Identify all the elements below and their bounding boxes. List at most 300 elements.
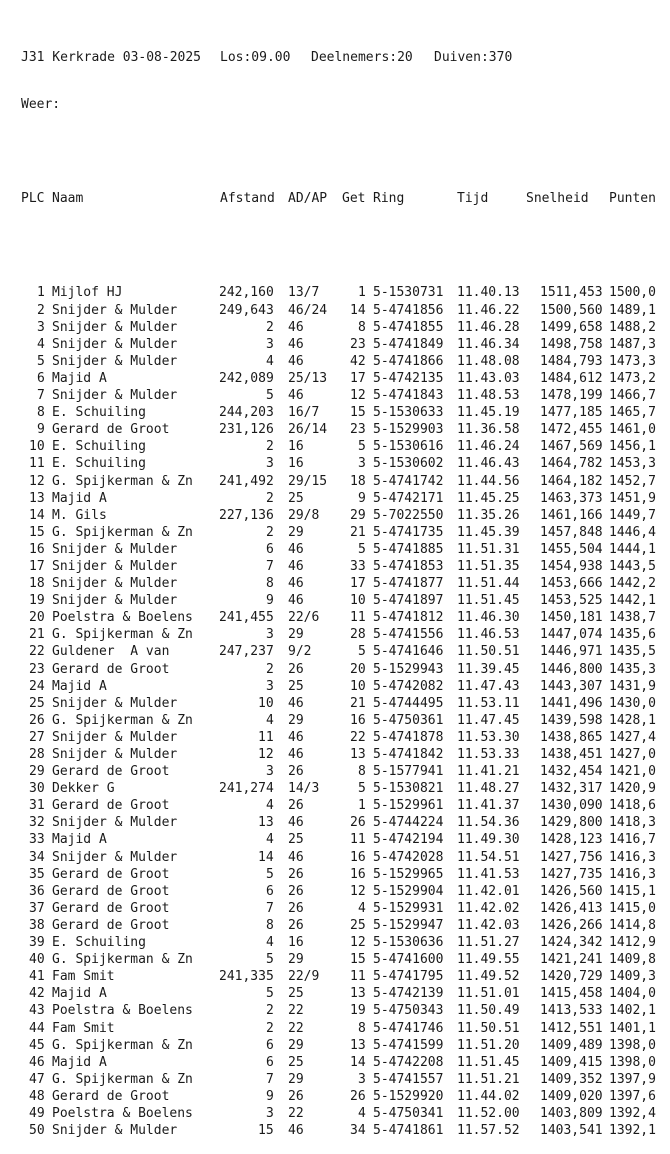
cell-adap: 26 — [288, 661, 304, 677]
cell-afstand: 4 — [266, 353, 274, 369]
cell-get: 10 — [350, 593, 366, 609]
cell-afstand: 14 — [258, 849, 274, 865]
cell-adap: 46 — [288, 729, 304, 745]
cell-naam: Gerard de Groot — [52, 422, 170, 438]
cell-adap: 26 — [288, 900, 304, 916]
cell-afstand: 7 — [266, 558, 274, 574]
cell-get: 23 — [350, 336, 366, 352]
cell-adap: 46 — [288, 815, 304, 831]
release-time: Los:09.00 — [220, 50, 291, 65]
cell-ring: 5-4750361 — [373, 712, 444, 728]
cell-snelheid: 1464,782 — [540, 456, 603, 472]
cell-afstand: 2 — [266, 439, 274, 455]
cell-naam: Snijder & Mulder — [52, 541, 178, 557]
cell-get: 16 — [350, 712, 366, 728]
cell-snelheid: 1413,533 — [540, 1003, 603, 1019]
table-row — [21, 900, 656, 917]
cell-naam: Majid A — [52, 986, 107, 1002]
cell-naam: Gerard de Groot — [52, 798, 170, 814]
cell-adap: 22 — [288, 1105, 304, 1121]
cell-plc: 43 — [29, 1003, 45, 1019]
cell-afstand: 227,136 — [219, 507, 274, 523]
cell-plc: 5 — [37, 353, 45, 369]
cell-ring: 5-1530602 — [373, 456, 444, 472]
cell-naam: Gerard de Groot — [52, 661, 170, 677]
cell-snelheid: 1457,848 — [540, 524, 603, 540]
cell-adap: 46 — [288, 319, 304, 335]
cell-snelheid: 1484,793 — [540, 353, 603, 369]
cell-tijd: 11.46.43 — [457, 456, 520, 472]
cell-tijd: 11.42.03 — [457, 917, 520, 933]
cell-naam: Gerard de Groot — [52, 866, 170, 882]
col-get: Get — [342, 191, 366, 207]
cell-snelheid: 1428,123 — [540, 832, 603, 848]
cell-tijd: 11.47.43 — [457, 678, 520, 694]
cell-adap: 46 — [288, 1123, 304, 1139]
cell-plc: 23 — [29, 661, 45, 677]
cell-snelheid: 1409,415 — [540, 1054, 603, 1070]
cell-afstand: 15 — [258, 1123, 274, 1139]
cell-get: 3 — [358, 1071, 366, 1087]
cell-afstand: 3 — [266, 678, 274, 694]
cell-afstand: 2 — [266, 319, 274, 335]
table-row — [21, 421, 656, 438]
cell-adap: 16 — [288, 935, 304, 951]
cell-naam: G. Spijkerman & Zn — [52, 473, 193, 489]
table-row — [21, 438, 656, 455]
col-snelheid: Snelheid — [526, 191, 589, 207]
cell-get: 5 — [358, 781, 366, 797]
cell-ring: 5-1577941 — [373, 764, 444, 780]
cell-tijd: 11.46.24 — [457, 439, 520, 455]
cell-snelheid: 1426,560 — [540, 883, 603, 899]
cell-afstand: 11 — [258, 729, 274, 745]
cell-ring: 5-4741600 — [373, 952, 444, 968]
cell-ring: 5-7022550 — [373, 507, 444, 523]
cell-get: 5 — [358, 439, 366, 455]
cell-adap: 29 — [288, 952, 304, 968]
cell-adap: 46 — [288, 558, 304, 574]
cell-tijd: 11.46.30 — [457, 610, 520, 626]
table-row — [21, 455, 656, 472]
cell-naam: Mijlof HJ — [52, 285, 123, 301]
cell-adap: 26 — [288, 883, 304, 899]
cell-naam: Majid A — [52, 832, 107, 848]
cell-ring: 5-1529943 — [373, 661, 444, 677]
cell-ring: 5-1529931 — [373, 900, 444, 916]
cell-ring: 5-4742139 — [373, 986, 444, 1002]
cell-afstand: 4 — [266, 712, 274, 728]
cell-get: 12 — [350, 883, 366, 899]
cell-snelheid: 1426,266 — [540, 917, 603, 933]
table-row — [21, 609, 656, 626]
cell-snelheid: 1432,317 — [540, 781, 603, 797]
table-row — [21, 985, 656, 1002]
cell-get: 23 — [350, 422, 366, 438]
cell-naam: Gerard de Groot — [52, 1088, 170, 1104]
cell-adap: 46 — [288, 541, 304, 557]
cell-punten: 1489,1 — [609, 302, 656, 318]
table-row — [21, 507, 656, 524]
cell-plc: 35 — [29, 866, 45, 882]
cell-naam: Poelstra & Boelens — [52, 1003, 193, 1019]
cell-get: 5 — [358, 541, 366, 557]
cell-tijd: 11.46.34 — [457, 336, 520, 352]
cell-tijd: 11.41.53 — [457, 866, 520, 882]
cell-afstand: 6 — [266, 1054, 274, 1070]
cell-snelheid: 1461,166 — [540, 507, 603, 523]
cell-ring: 5-4750343 — [373, 1003, 444, 1019]
cell-ring: 5-1530821 — [373, 781, 444, 797]
cell-get: 14 — [350, 1054, 366, 1070]
cell-naam: Fam Smit — [52, 969, 115, 985]
cell-punten: 1416,7 — [609, 832, 656, 848]
cell-plc: 36 — [29, 883, 45, 899]
cell-snelheid: 1477,185 — [540, 405, 603, 421]
cell-ring: 5-4742208 — [373, 1054, 444, 1070]
cell-afstand: 6 — [266, 1037, 274, 1053]
cell-ring: 5-4741849 — [373, 336, 444, 352]
table-row — [21, 866, 656, 883]
cell-snelheid: 1438,451 — [540, 747, 603, 762]
cell-afstand: 3 — [266, 456, 274, 472]
cell-tijd: 11.48.53 — [457, 388, 520, 404]
cell-adap: 46 — [288, 747, 304, 762]
cell-naam: G. Spijkerman & Zn — [52, 524, 193, 540]
cell-plc: 21 — [29, 627, 45, 643]
cell-punten: 1416,3 — [609, 866, 656, 882]
cell-punten: 1444,1 — [609, 541, 656, 557]
cell-adap: 16/7 — [288, 405, 320, 421]
cell-afstand: 241,455 — [219, 610, 274, 626]
cell-plc: 41 — [29, 969, 45, 985]
cell-afstand: 242,089 — [219, 370, 274, 386]
cell-adap: 26/14 — [288, 422, 328, 438]
cell-plc: 3 — [37, 319, 45, 335]
cell-tijd: 11.50.49 — [457, 1003, 520, 1019]
table-row — [21, 917, 656, 934]
cell-afstand: 241,335 — [219, 969, 274, 985]
cell-snelheid: 1447,074 — [540, 627, 603, 643]
cell-get: 18 — [350, 473, 366, 489]
cell-ring: 5-1529947 — [373, 917, 444, 933]
cell-get: 1 — [358, 798, 366, 814]
cell-ring: 5-4741746 — [373, 1020, 444, 1036]
cell-naam: Snijder & Mulder — [52, 815, 178, 831]
cell-adap: 46 — [288, 593, 304, 609]
cell-plc: 38 — [29, 917, 45, 933]
cell-get: 8 — [358, 764, 366, 780]
cell-get: 26 — [350, 1088, 366, 1104]
cell-ring: 5-4741842 — [373, 747, 444, 762]
cell-snelheid: 1429,800 — [540, 815, 603, 831]
table-row — [21, 643, 656, 660]
cell-ring: 5-4741742 — [373, 473, 444, 489]
cell-adap: 46 — [288, 336, 304, 352]
cell-punten: 1500,0 — [609, 285, 656, 301]
cell-ring: 5-4742135 — [373, 370, 444, 386]
cell-get: 16 — [350, 866, 366, 882]
cell-get: 9 — [358, 490, 366, 506]
cell-snelheid: 1484,612 — [540, 370, 603, 386]
cell-naam: Gerard de Groot — [52, 917, 170, 933]
cell-get: 17 — [350, 370, 366, 386]
cell-get: 13 — [350, 1037, 366, 1053]
cell-plc: 33 — [29, 832, 45, 848]
cell-ring: 5-4750341 — [373, 1105, 444, 1121]
results-table — [21, 284, 656, 1139]
cell-ring: 5-1529920 — [373, 1088, 444, 1104]
cell-ring: 5-4741885 — [373, 541, 444, 557]
cell-tijd: 11.42.02 — [457, 900, 520, 916]
table-row — [21, 626, 656, 643]
cell-snelheid: 1403,541 — [540, 1123, 603, 1139]
cell-snelheid: 1464,182 — [540, 473, 603, 489]
cell-afstand: 5 — [266, 388, 274, 404]
table-row — [21, 302, 656, 319]
cell-snelheid: 1498,758 — [540, 336, 603, 352]
table-row — [21, 1105, 656, 1122]
col-tijd: Tijd — [457, 191, 489, 207]
cell-punten: 1409,3 — [609, 969, 656, 985]
cell-punten: 1451,9 — [609, 490, 656, 506]
table-row — [21, 473, 656, 490]
table-row — [21, 934, 656, 951]
cell-afstand: 2 — [266, 1003, 274, 1019]
cell-afstand: 241,492 — [219, 473, 274, 489]
cell-punten: 1435,3 — [609, 661, 656, 677]
cell-get: 12 — [350, 388, 366, 404]
cell-ring: 5-4741856 — [373, 302, 444, 318]
cell-tijd: 11.46.22 — [457, 302, 520, 318]
table-row — [21, 814, 656, 831]
cell-tijd: 11.36.58 — [457, 422, 520, 438]
cell-ring: 5-1530616 — [373, 439, 444, 455]
cell-naam: Snijder & Mulder — [52, 747, 178, 762]
table-row — [21, 797, 656, 814]
cell-tijd: 11.42.01 — [457, 883, 520, 899]
cell-tijd: 11.49.52 — [457, 969, 520, 985]
column-header-row — [21, 190, 656, 207]
cell-tijd: 11.51.31 — [457, 541, 520, 557]
cell-naam: Snijder & Mulder — [52, 593, 178, 609]
cell-tijd: 11.52.00 — [457, 1105, 520, 1121]
cell-plc: 40 — [29, 952, 45, 968]
table-row — [21, 712, 656, 729]
cell-adap: 25 — [288, 490, 304, 506]
cell-tijd: 11.44.02 — [457, 1088, 520, 1104]
cell-naam: G. Spijkerman & Zn — [52, 627, 193, 643]
table-row — [21, 575, 656, 592]
cell-naam: Snijder & Mulder — [52, 849, 178, 865]
cell-punten: 1456,1 — [609, 439, 656, 455]
cell-tijd: 11.48.27 — [457, 781, 520, 797]
cell-adap: 46 — [288, 695, 304, 711]
cell-naam: Majid A — [52, 490, 107, 506]
weather-line — [21, 96, 61, 113]
table-row — [21, 695, 656, 712]
cell-tijd: 11.45.39 — [457, 524, 520, 540]
cell-adap: 29 — [288, 1071, 304, 1087]
cell-tijd: 11.51.44 — [457, 576, 520, 592]
cell-plc: 26 — [29, 712, 45, 728]
table-row — [21, 780, 656, 797]
cell-afstand: 6 — [266, 541, 274, 557]
cell-tijd: 11.51.45 — [457, 593, 520, 609]
cell-naam: Poelstra & Boelens — [52, 610, 193, 626]
cell-naam: E. Schuiling — [52, 935, 146, 951]
cell-adap: 46 — [288, 353, 304, 369]
cell-ring: 5-4741735 — [373, 524, 444, 540]
cell-plc: 18 — [29, 576, 45, 592]
cell-get: 21 — [350, 524, 366, 540]
cell-get: 14 — [350, 302, 366, 318]
cell-ring: 5-4742171 — [373, 490, 444, 506]
cell-punten: 1398,0 — [609, 1037, 656, 1053]
cell-tijd: 11.51.45 — [457, 1054, 520, 1070]
cell-snelheid: 1478,199 — [540, 388, 603, 404]
cell-tijd: 11.51.20 — [457, 1037, 520, 1053]
cell-plc: 10 — [29, 439, 45, 455]
col-plc: PLC — [21, 191, 45, 207]
cell-afstand: 247,237 — [219, 644, 274, 660]
cell-get: 20 — [350, 661, 366, 677]
cell-ring: 5-1530636 — [373, 935, 444, 951]
cell-punten: 1473,2 — [609, 370, 656, 386]
cell-get: 22 — [350, 729, 366, 745]
cell-afstand: 2 — [266, 490, 274, 506]
cell-afstand: 13 — [258, 815, 274, 831]
cell-snelheid: 1499,658 — [540, 319, 603, 335]
cell-ring: 5-4741556 — [373, 627, 444, 643]
cell-naam: Gerard de Groot — [52, 883, 170, 899]
cell-adap: 29/15 — [288, 473, 328, 489]
table-row — [21, 1054, 656, 1071]
cell-plc: 7 — [37, 388, 45, 404]
col-ring: Ring — [373, 191, 405, 207]
cell-punten: 1428,1 — [609, 712, 656, 728]
cell-adap: 26 — [288, 1088, 304, 1104]
cell-afstand: 5 — [266, 986, 274, 1002]
cell-get: 13 — [350, 747, 366, 762]
cell-punten: 1431,9 — [609, 678, 656, 694]
cell-plc: 28 — [29, 747, 45, 762]
cell-plc: 1 — [37, 285, 45, 301]
cell-snelheid: 1415,458 — [540, 986, 603, 1002]
cell-ring: 5-1529965 — [373, 866, 444, 882]
cell-snelheid: 1424,342 — [540, 935, 603, 951]
cell-tijd: 11.51.27 — [457, 935, 520, 951]
table-row — [21, 951, 656, 968]
cell-tijd: 11.49.55 — [457, 952, 520, 968]
cell-afstand: 7 — [266, 1071, 274, 1087]
cell-punten: 1461,0 — [609, 422, 656, 438]
cell-ring: 5-4741861 — [373, 1123, 444, 1139]
cell-ring: 5-4741853 — [373, 558, 444, 574]
cell-snelheid: 1432,454 — [540, 764, 603, 780]
cell-snelheid: 1463,373 — [540, 490, 603, 506]
table-row — [21, 763, 656, 780]
cell-snelheid: 1453,666 — [540, 576, 603, 592]
cell-afstand: 10 — [258, 695, 274, 711]
cell-get: 4 — [358, 900, 366, 916]
cell-plc: 12 — [29, 473, 45, 489]
cell-get: 33 — [350, 558, 366, 574]
cell-punten: 1392,1 — [609, 1123, 656, 1139]
table-row — [21, 336, 656, 353]
cell-ring: 5-4741878 — [373, 729, 444, 745]
table-row — [21, 284, 656, 301]
cell-naam: Gerard de Groot — [52, 764, 170, 780]
table-row — [21, 541, 656, 558]
cell-plc: 32 — [29, 815, 45, 831]
cell-tijd: 11.49.30 — [457, 832, 520, 848]
cell-tijd: 11.41.21 — [457, 764, 520, 780]
cell-afstand: 9 — [266, 593, 274, 609]
cell-tijd: 11.50.51 — [457, 1020, 520, 1036]
cell-get: 11 — [350, 832, 366, 848]
cell-get: 10 — [350, 678, 366, 694]
cell-ring: 5-4741646 — [373, 644, 444, 660]
cell-plc: 49 — [29, 1105, 45, 1121]
cell-punten: 1435,5 — [609, 644, 656, 660]
table-row — [21, 524, 656, 541]
cell-adap: 26 — [288, 798, 304, 814]
cell-tijd: 11.41.37 — [457, 798, 520, 814]
cell-naam: E. Schuiling — [52, 439, 146, 455]
cell-afstand: 8 — [266, 917, 274, 933]
table-row — [21, 883, 656, 900]
cell-naam: Majid A — [52, 678, 107, 694]
cell-plc: 37 — [29, 900, 45, 916]
cell-ring: 5-1529903 — [373, 422, 444, 438]
cell-ring: 5-1529961 — [373, 798, 444, 814]
cell-punten: 1420,9 — [609, 781, 656, 797]
cell-afstand: 3 — [266, 336, 274, 352]
cell-snelheid: 1412,551 — [540, 1020, 603, 1036]
cell-get: 12 — [350, 935, 366, 951]
table-row — [21, 678, 656, 695]
cell-naam: Snijder & Mulder — [52, 1123, 178, 1139]
cell-snelheid: 1455,504 — [540, 541, 603, 557]
cell-adap: 25 — [288, 678, 304, 694]
cell-naam: E. Schuiling — [52, 405, 146, 421]
cell-get: 29 — [350, 507, 366, 523]
cell-naam: Majid A — [52, 1054, 107, 1070]
cell-punten: 1442,1 — [609, 593, 656, 609]
cell-adap: 46 — [288, 576, 304, 592]
cell-tijd: 11.53.11 — [457, 695, 520, 711]
table-row — [21, 661, 656, 678]
cell-snelheid: 1472,455 — [540, 422, 603, 438]
cell-naam: Poelstra & Boelens — [52, 1105, 193, 1121]
cell-tijd: 11.50.51 — [457, 644, 520, 660]
cell-snelheid: 1403,809 — [540, 1105, 603, 1121]
cell-adap: 14/3 — [288, 781, 320, 797]
cell-adap: 16 — [288, 439, 304, 455]
cell-adap: 26 — [288, 866, 304, 882]
cell-get: 26 — [350, 815, 366, 831]
cell-ring: 5-1529904 — [373, 883, 444, 899]
cell-get: 1 — [358, 285, 366, 301]
cell-naam: G. Spijkerman & Zn — [52, 1071, 193, 1087]
cell-punten: 1409,8 — [609, 952, 656, 968]
cell-punten: 1418,6 — [609, 798, 656, 814]
cell-adap: 46 — [288, 849, 304, 865]
cell-snelheid: 1450,181 — [540, 610, 603, 626]
cell-plc: 50 — [29, 1123, 45, 1139]
cell-afstand: 2 — [266, 524, 274, 540]
